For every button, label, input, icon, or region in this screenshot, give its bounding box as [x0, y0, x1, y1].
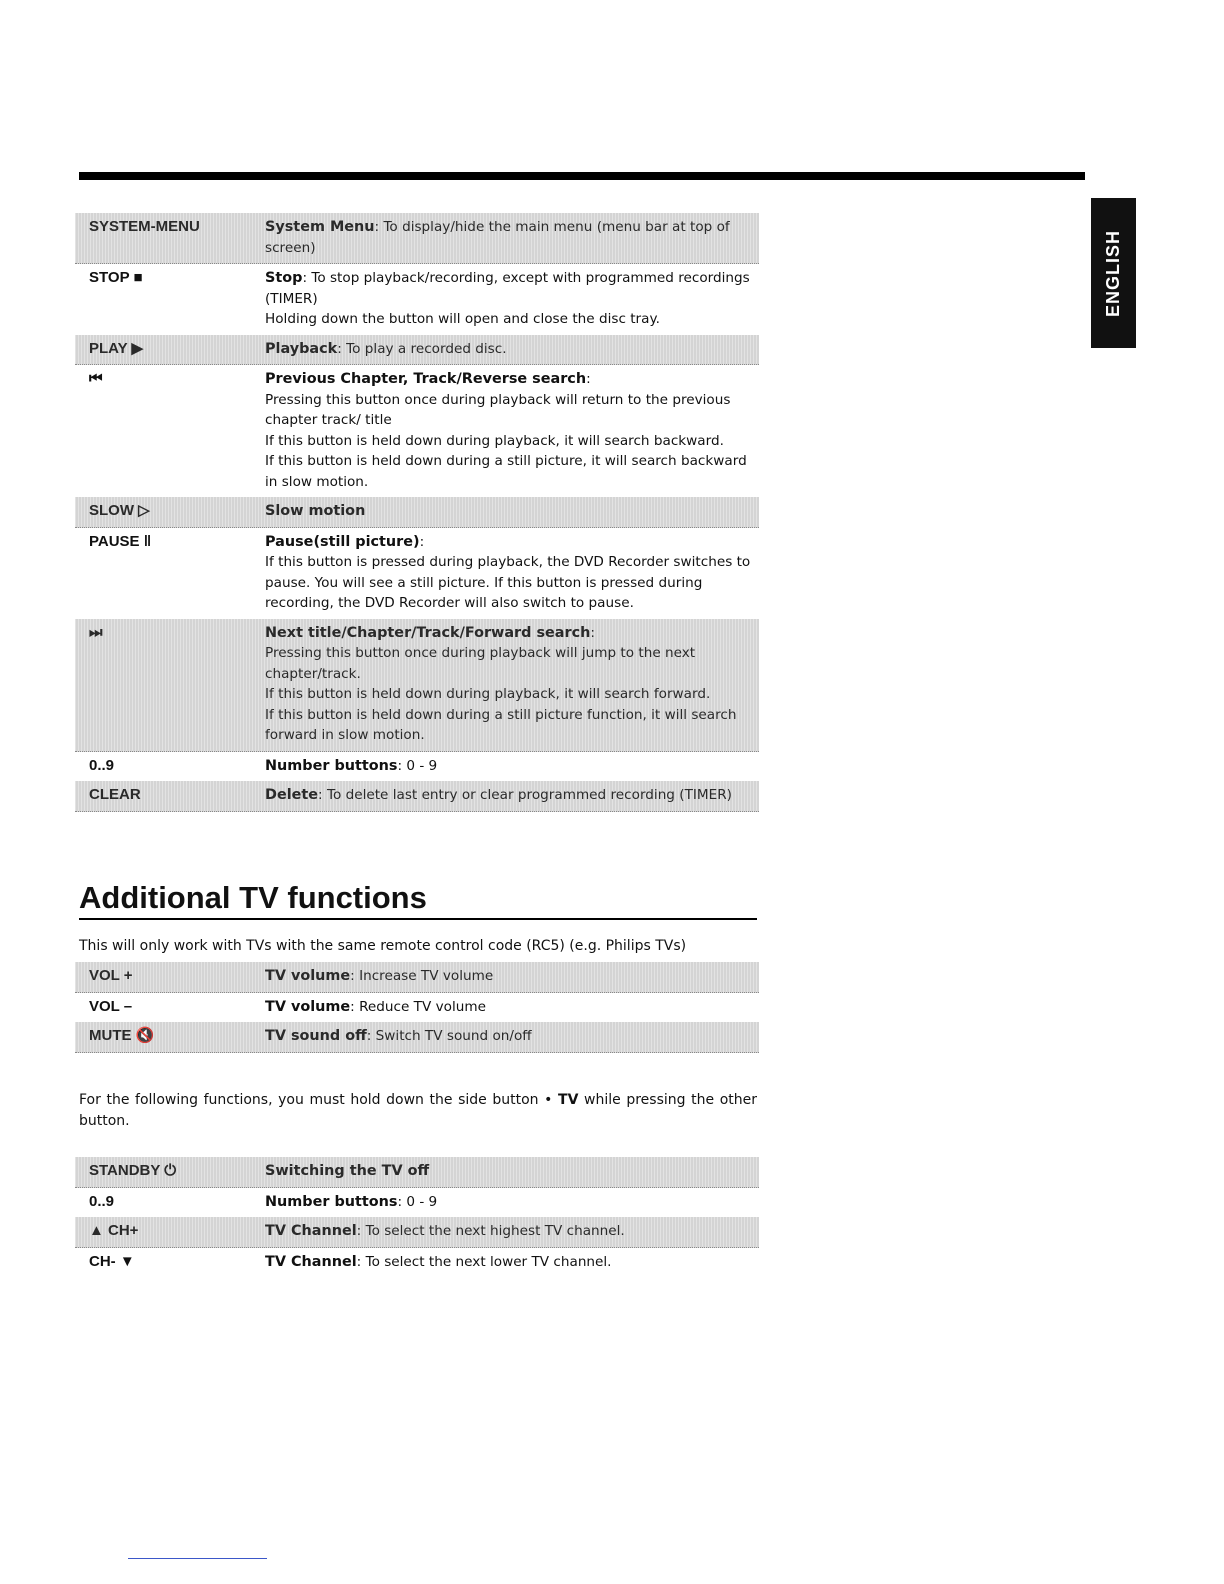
separator: :: [318, 787, 327, 803]
table-row: [75, 1248, 759, 1278]
table-row: [75, 528, 759, 619]
description-line: Increase TV volume: [359, 968, 494, 984]
table-row: [75, 264, 759, 335]
function-title: TV sound off: [265, 1028, 367, 1044]
description-line: 0 - 9: [406, 1193, 438, 1210]
button-description: [265, 339, 759, 360]
function-title: Stop: [265, 270, 303, 286]
separator: :: [366, 1028, 376, 1044]
button-name: CH- ▼: [89, 1252, 135, 1270]
function-title: Previous Chapter, Track/Reverse search: [265, 371, 587, 387]
function-title: TV volume: [265, 998, 351, 1015]
button-name: CLEAR: [89, 786, 141, 803]
button-description: [265, 1252, 759, 1273]
separator: :: [350, 968, 360, 984]
button-name: ⏭: [89, 623, 103, 641]
button-description: [265, 785, 759, 806]
button-description: [265, 1026, 759, 1047]
separator: :: [397, 757, 407, 774]
table-row: [75, 1022, 759, 1053]
table-row: [75, 781, 759, 812]
description-line: Pressing this button once during playback will return to the previous chapter track/ title: [265, 391, 731, 428]
separator: :: [356, 1223, 366, 1239]
table-row: [75, 1188, 759, 1218]
button-description: [265, 532, 759, 614]
separator: :: [397, 1193, 407, 1210]
table-row: [75, 993, 759, 1023]
language-tab: [1091, 198, 1136, 348]
separator: :: [374, 219, 384, 235]
description-line: Pressing this button once during playback will jump to the next chapter/track.: [265, 645, 696, 682]
description-line: To select the next lower TV channel.: [365, 1253, 612, 1270]
separator: :: [419, 533, 425, 550]
table-row: [75, 365, 759, 497]
button-name: ▲ CH+: [89, 1222, 139, 1239]
description-line: 0 - 9: [406, 757, 438, 774]
hold-note-before: For the following functions, you must hold down the side button: [79, 1092, 545, 1108]
description-line: To delete last entry or clear programmed recording (TIMER): [326, 787, 732, 803]
hold-note-after: while pressing the other button.: [79, 1092, 757, 1129]
table-row: [75, 1157, 759, 1188]
button-name: 0..9: [89, 756, 115, 774]
function-title: Delete: [265, 787, 319, 803]
button-description: [265, 501, 759, 522]
description-line: Switch TV sound on/off: [375, 1028, 532, 1044]
button-name: PAUSE ‖: [89, 532, 152, 550]
top-rule: [79, 172, 1085, 180]
language-tab-label: ENGLISH: [1103, 229, 1124, 317]
description-line: If this button is held down during a still picture function, it will search forward in slow motion.: [265, 706, 737, 743]
function-title: Playback: [265, 340, 338, 357]
button-description: [265, 966, 759, 987]
button-name: VOL +: [89, 967, 133, 984]
button-description: [265, 1192, 759, 1213]
description-line: If this button is pressed during playback, the DVD Recorder switches to pause. You will see a still picture. If this button is pressed during recording, the DVD Recorder will also switch to pause.: [265, 554, 751, 611]
button-name: PLAY ▶: [89, 339, 144, 357]
description-line: If this button is held down during a still picture, it will search backward in slow motion.: [265, 453, 747, 490]
function-title: System Menu: [265, 219, 375, 235]
button-name: SLOW ▷: [89, 502, 150, 519]
button-name: VOL –: [89, 997, 133, 1015]
button-name: MUTE 🔇: [89, 1027, 155, 1044]
function-title: Pause(still picture): [265, 533, 420, 550]
description-line: To display/hide the main menu (menu bar at top of screen): [265, 219, 730, 256]
button-description: [265, 1161, 759, 1182]
function-title: Number buttons: [265, 1193, 398, 1210]
function-title: Next title/Chapter/Track/Forward search: [265, 624, 591, 641]
separator: :: [586, 371, 591, 387]
button-description: [265, 756, 759, 777]
function-title: TV volume: [265, 968, 351, 984]
description-line: To play a recorded disc.: [346, 340, 507, 357]
table-row: [75, 619, 759, 752]
separator: :: [337, 340, 347, 357]
separator: :: [302, 270, 312, 286]
description-line: To select the next highest TV channel.: [365, 1223, 625, 1239]
button-name: SYSTEM-MENU: [89, 218, 200, 235]
section-title: Additional TV functions: [79, 880, 757, 920]
footnote-rule: [128, 1558, 267, 1559]
button-description: [265, 369, 759, 492]
function-title: Slow motion: [265, 503, 366, 519]
description-line: If this button is held down during playback, it will search forward.: [265, 686, 711, 702]
button-description: [265, 623, 759, 746]
hold-note: [79, 1090, 757, 1132]
description-line: If this button is held down during playback, it will search backward.: [265, 432, 724, 449]
description-line: To stop playback/recording, except with programmed recordings (TIMER): [265, 270, 750, 307]
table-row: [75, 335, 759, 366]
tv-functions-table: [75, 962, 759, 1053]
button-name: STANDBY ⏻: [89, 1162, 177, 1179]
button-name: 0..9: [89, 1192, 115, 1210]
separator: :: [350, 998, 360, 1015]
button-name: STOP ■: [89, 269, 143, 286]
table-row: [75, 213, 759, 264]
function-title: Number buttons: [265, 757, 398, 774]
button-description: [265, 997, 759, 1018]
tv-button-label: TV: [558, 1092, 579, 1108]
table-row: [75, 752, 759, 782]
table-row: [75, 1217, 759, 1248]
button-description: [265, 268, 759, 330]
table-row: [75, 497, 759, 528]
description-line: Holding down the button will open and close the disc tray.: [265, 311, 660, 327]
tv-hold-functions-table: [75, 1157, 759, 1277]
remote-buttons-table: [75, 213, 759, 812]
button-description: [265, 217, 759, 258]
function-title: Switching the TV off: [265, 1163, 430, 1179]
function-title: TV Channel: [265, 1253, 357, 1270]
table-row: [75, 962, 759, 993]
separator: :: [590, 624, 595, 641]
button-description: [265, 1221, 759, 1242]
function-title: TV Channel: [265, 1223, 357, 1239]
bullet: •: [544, 1092, 553, 1108]
intro-text: This will only work with TVs with the same remote control code (RC5) (e.g. Philips TVs): [79, 938, 687, 954]
separator: :: [356, 1253, 366, 1270]
description-line: Reduce TV volume: [359, 998, 486, 1015]
button-name: ⏮: [89, 370, 103, 387]
